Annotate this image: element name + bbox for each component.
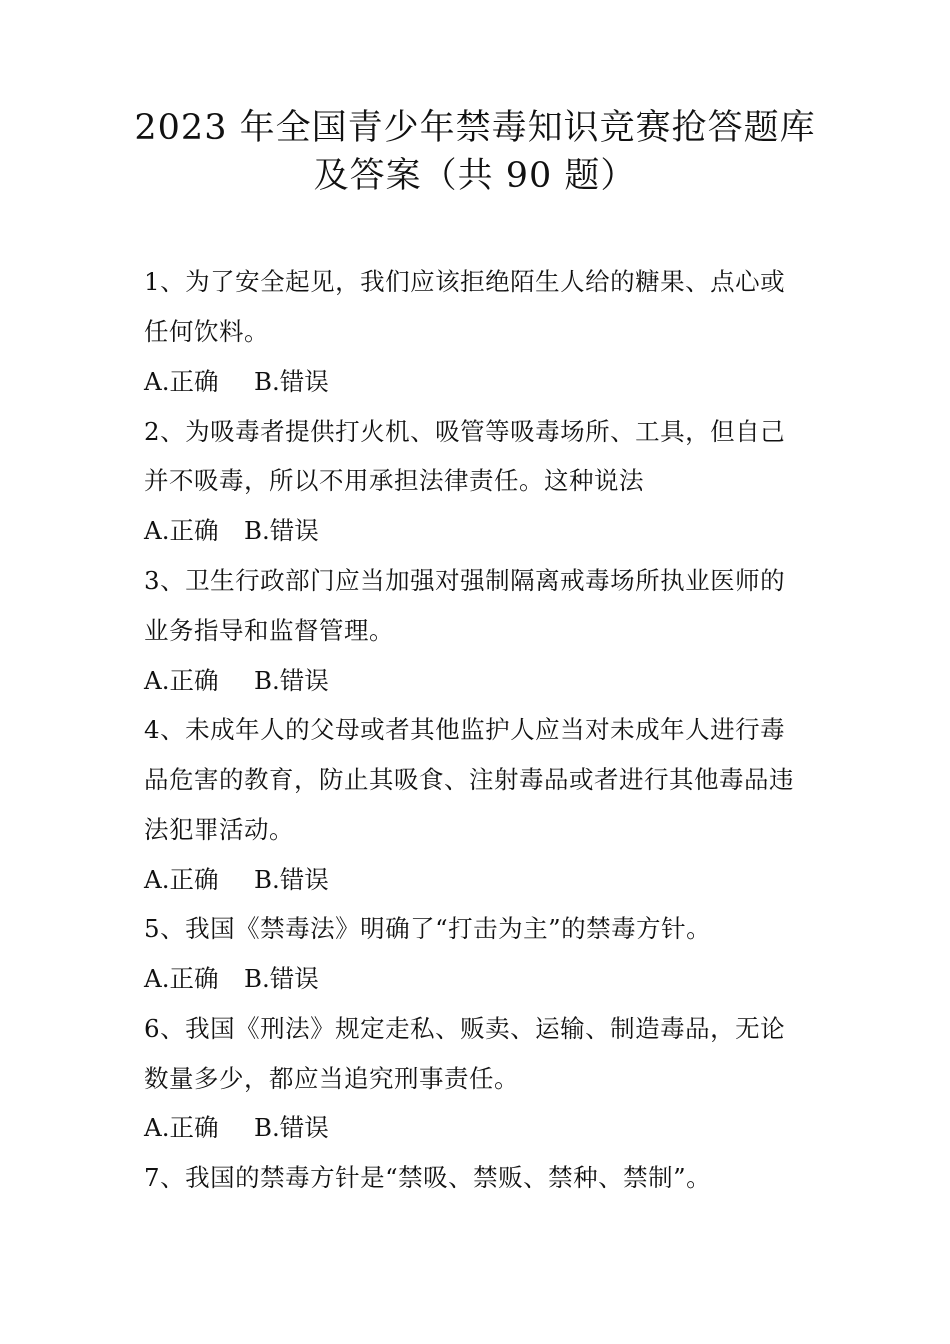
question-6-line-1: 6、我国《刑法》规定走私、贩卖、运输、制造毒品，无论 — [144, 1014, 786, 1043]
question-3-line-1: 3、卫生行政部门应当加强对强制隔离戒毒场所执业医师的 — [144, 566, 786, 595]
option-b: B.错误 — [244, 516, 319, 545]
question-2-line-2: 并不吸毒，所以不用承担法律责任。这种说法 — [144, 466, 644, 495]
option-a: A.正确 — [144, 1113, 219, 1142]
document-title-line-2: 及答案（共 90 题） — [313, 156, 637, 196]
option-b: B.错误 — [254, 865, 329, 894]
option-a: A.正确 — [144, 964, 219, 993]
option-a: A.正确 — [144, 516, 219, 545]
option-b: B.错误 — [254, 367, 329, 396]
question-1-line-1: 1、为了安全起见，我们应该拒绝陌生人给的糖果、点心或 — [144, 267, 786, 296]
option-b: B.错误 — [244, 964, 319, 993]
question-3-line-2: 业务指导和监督管理。 — [144, 616, 394, 645]
question-1-line-2: 任何饮料。 — [144, 317, 269, 346]
option-b: B.错误 — [254, 1113, 329, 1142]
question-4-line-3: 法犯罪活动。 — [144, 815, 294, 844]
option-a: A.正确 — [144, 865, 219, 894]
option-a: A.正确 — [144, 666, 219, 695]
question-5-line-1: 5、我国《禁毒法》明确了“打击为主”的禁毒方针。 — [144, 914, 712, 943]
question-7-line-1: 7、我国的禁毒方针是“禁吸、禁贩、禁种、禁制”。 — [144, 1163, 712, 1192]
question-4-line-1: 4、未成年人的父母或者其他监护人应当对未成年人进行毒 — [144, 715, 786, 744]
question-6-line-2: 数量多少，都应当追究刑事责任。 — [144, 1064, 519, 1093]
document-title-line-1: 2023 年全国青少年禁毒知识竞赛抢答题库 — [134, 108, 816, 148]
option-b: B.错误 — [254, 666, 329, 695]
option-a: A.正确 — [144, 367, 219, 396]
question-2-line-1: 2、为吸毒者提供打火机、吸管等吸毒场所、工具，但自己 — [144, 417, 786, 446]
question-4-line-2: 品危害的教育，防止其吸食、注射毒品或者进行其他毒品违 — [144, 765, 794, 794]
